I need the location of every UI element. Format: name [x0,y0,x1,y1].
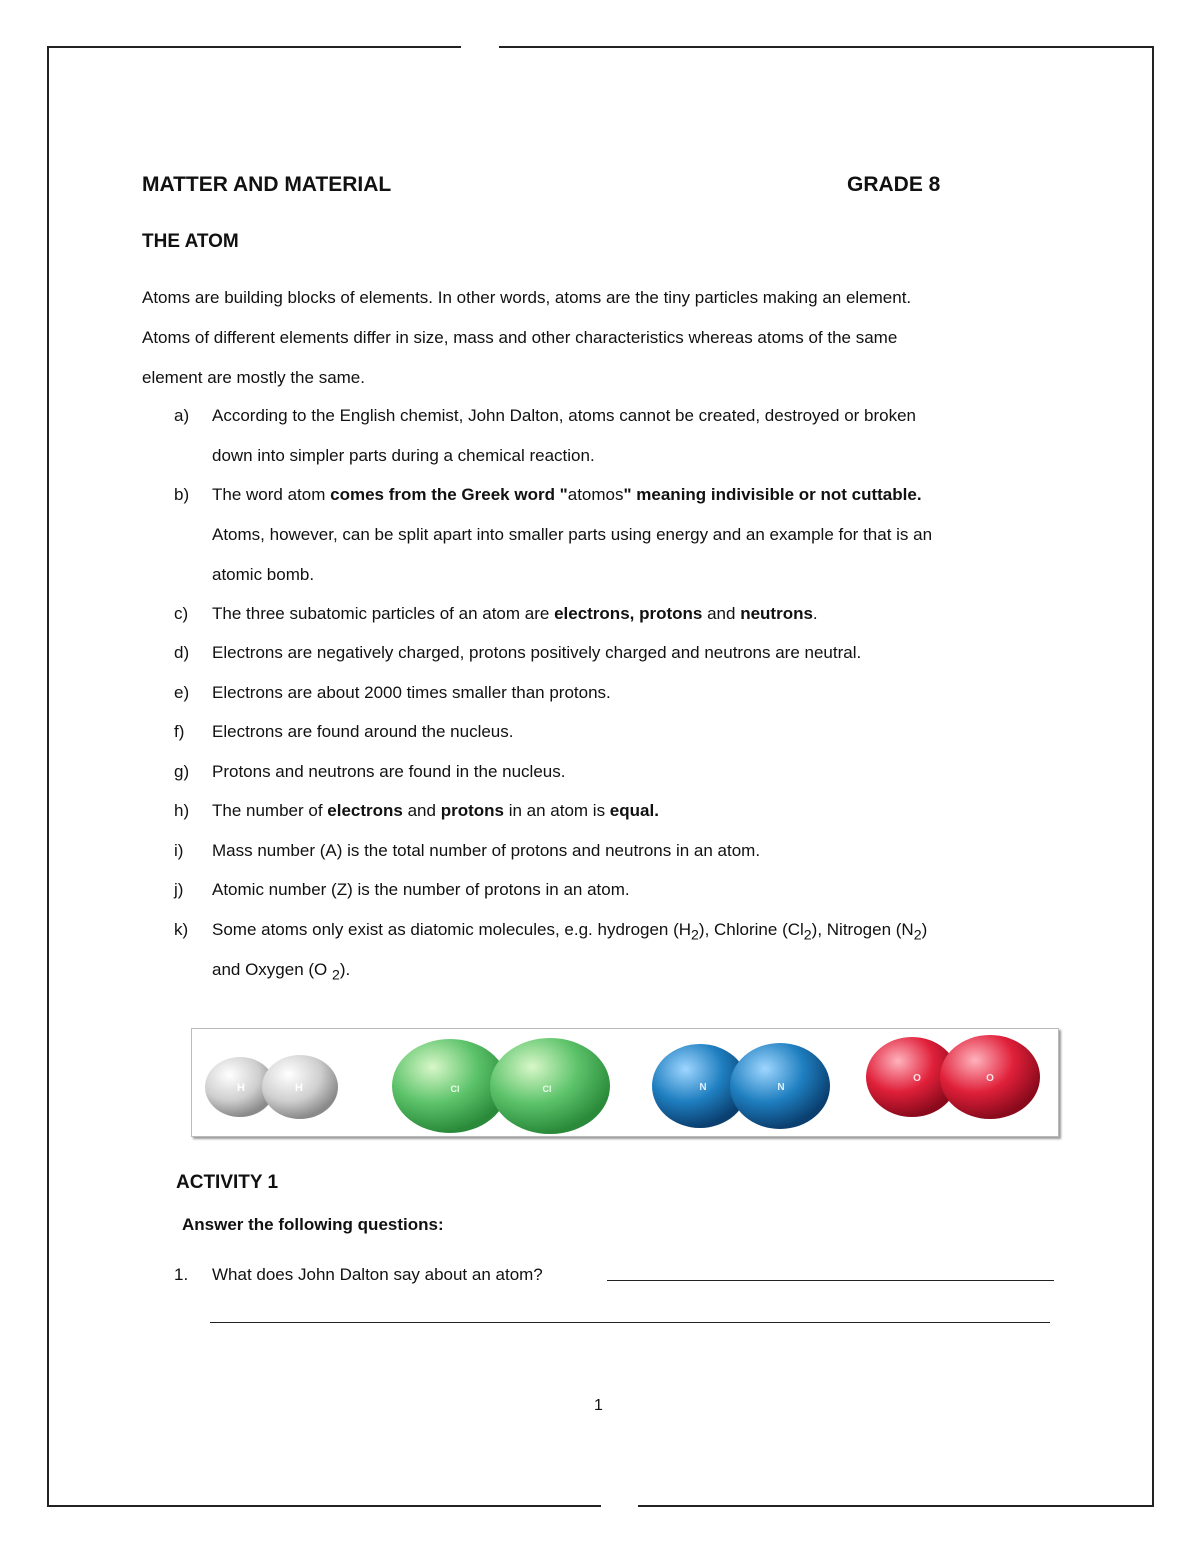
list-item-k-line-2 [212,960,350,983]
question-1-text: What does John Dalton say about an atom? [212,1265,543,1284]
list-item-c-bold-2: neutrons [740,604,813,623]
list-item-f: Electrons are found around the nucleus. [212,722,514,741]
list-item-k-text-5: and Oxygen (O [212,960,333,979]
list-item-k-text-1: Some atoms only exist as diatomic molecules, e.g. hydrogen (H [212,920,692,939]
list-label-d: d) [174,643,190,662]
list-item-b-line-1 [212,485,922,505]
list-item-h-mid-2: in an atom is [503,801,610,820]
oxygen-molecule [866,1035,1040,1119]
nitrogen-atom-1-label: N [699,1082,707,1093]
molecules-svg [192,1029,1058,1136]
list-label-j: j) [174,880,184,899]
chlorine-atom-2-label: Cl [542,1084,552,1094]
question-1-number: 1. [174,1265,189,1284]
list-item-c-pre: The three subatomic particles of an atom are [212,604,555,623]
frame-top-right [499,46,1154,48]
list-item-k-text-4: ) [921,920,928,939]
list-item-a-line-1: According to the English chemist, John Dalton, atoms cannot be created, destroyed or broken [212,406,917,425]
list-label-k: k) [174,920,189,939]
list-item-b-line-3: atomic bomb. [212,565,315,584]
list-item-k-sub-3: 2 [913,927,922,944]
list-label-i: i) [174,841,184,860]
page-number: 1 [594,1397,603,1414]
list-item-b-pre: The word [212,485,288,504]
chlorine-atom-1-label: Cl [450,1084,460,1094]
list-item-h-bold-1: electrons [327,801,403,820]
hydrogen-atom-1-label: H [237,1082,245,1094]
list-item-i: Mass number (A) is the total number of protons and neutrons in an atom. [212,841,761,860]
grade-label: GRADE 8 [847,173,941,196]
list-item-h-bold-3: equal. [609,801,659,820]
list-item-d: Electrons are negatively charged, protons positively charged and neutrons are neutral. [212,643,862,662]
frame-bottom-left [47,1505,601,1507]
list-item-k-line-1 [212,920,927,943]
chlorine-molecule [392,1038,610,1134]
list-label-h: h) [174,801,190,820]
list-item-g: Protons and neutrons are found in the nucleus. [212,762,566,781]
list-label-e: e) [174,683,190,702]
hydrogen-molecule [205,1055,338,1119]
list-label-g: g) [174,762,190,781]
intro-line-3: element are mostly the same. [142,368,365,387]
list-item-k-sub-2: 2 [803,927,812,944]
hydrogen-atom-2-label: H [295,1082,303,1094]
list-item-j: Atomic number (Z) is the number of protons in an atom. [212,880,630,899]
frame-left [47,46,49,1506]
list-item-e: Electrons are about 2000 times smaller than protons. [212,683,611,702]
nitrogen-atom-2-label: N [777,1082,785,1093]
list-label-a: a) [174,406,190,425]
list-item-c-mid: and [702,604,741,623]
list-item-h-mid: and [402,801,441,820]
oxygen-atom-2-label: O [986,1073,994,1084]
diatomic-molecules-image [191,1028,1059,1137]
frame-bottom-right [638,1505,1154,1507]
intro-line-1: Atoms are building blocks of elements. In other words, atoms are the tiny particles making an element. [142,288,912,307]
list-item-b-bold: comes from the Greek word " [325,485,568,504]
list-item-k-text-3: ), Nitrogen (N [811,920,914,939]
list-item-k-text-2: ), Chlorine (Cl [698,920,804,939]
list-label-f: f) [174,722,185,741]
list-label-c: c) [174,604,189,623]
section-title: THE ATOM [142,231,239,252]
frame-right [1152,46,1154,1506]
frame-top-left [47,46,461,48]
list-label-b: b) [174,485,190,504]
list-item-c [212,604,818,624]
list-item-h-pre: The number of [212,801,328,820]
list-item-b-line-2: Atoms, however, can be split apart into smaller parts using energy and an example for that is an [212,525,933,544]
list-item-a-line-2: down into simpler parts during a chemical reaction. [212,446,595,465]
list-item-k-text-6: ). [339,960,351,979]
list-item-h [212,801,659,821]
list-item-b-word: atom [287,485,326,504]
activity-title: ACTIVITY 1 [176,1172,279,1193]
question-1-answer-line-2[interactable] [210,1322,1050,1323]
nitrogen-molecule [652,1043,830,1129]
list-item-c-bold-1: electrons, protons [554,604,703,623]
activity-instruction: Answer the following questions: [182,1215,444,1234]
list-item-b-bold-end: " meaning indivisible or not cuttable. [623,485,922,504]
oxygen-atom-1-label: O [913,1073,921,1084]
intro-line-2: Atoms of different elements differ in size, mass and other characteristics whereas atoms of the same [142,328,898,347]
list-item-c-post: . [812,604,818,623]
question-1-answer-line-1[interactable] [607,1280,1054,1281]
subject-title: MATTER AND MATERIAL [142,173,392,196]
list-item-h-bold-2: protons [440,801,504,820]
list-item-k-sub-4: 2 [332,967,340,984]
list-item-b-greek: atomos [567,485,624,504]
list-item-k-sub-1: 2 [691,927,699,944]
